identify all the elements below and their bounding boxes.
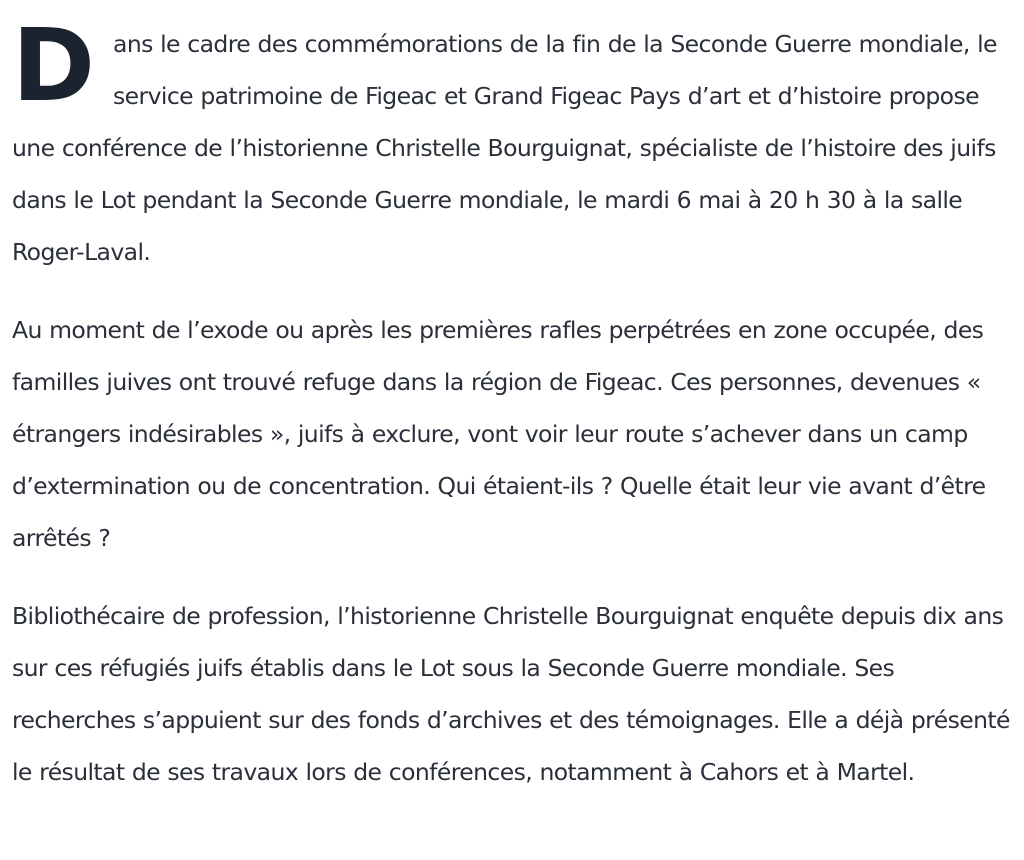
paragraph-exode: Au moment de l’exode ou après les premières rafles perpétrées en zone occupée, des familles juives ont trouvé refuge dans la région de Figeac. Ces personnes, devenues « étrangers indésirables », juifs à exclure, vont voir leur route s’achever dans un camp d’extermination ou de concentration. Qui étaient-ils ? Quelle était leur vie avant d’être arrêtés ? — [12, 316, 986, 552]
paragraph-intro — [12, 7, 1012, 278]
paragraph-bibliothecaire: Bibliothécaire de profession, l’historienne Christelle Bourguignat enquête depuis dix ans sur ces réfugiés juifs établis dans le Lot sous la Seconde Guerre mondiale. Ses recherches s’appuient sur des fonds d’archives et des témoignages. Elle a déjà présenté le résultat de ses travaux lors de conférences, notamment à Cahors et à Martel. — [12, 602, 1010, 786]
drop-cap: D — [12, 7, 96, 124]
article-body — [12, 7, 1012, 824]
paragraph-intro-text: ans le cadre des commémorations de la fin de la Seconde Guerre mondiale, le service patrimoine de Figeac et Grand Figeac Pays d’art et d’histoire propose une conférence de l’historienne Christelle Bourguignat, spécialiste de l’histoire des juifs dans le Lot pendant la Seconde Guerre mondiale, le mardi 6 mai à 20 h 30 à la salle Roger-Laval. — [12, 30, 997, 266]
